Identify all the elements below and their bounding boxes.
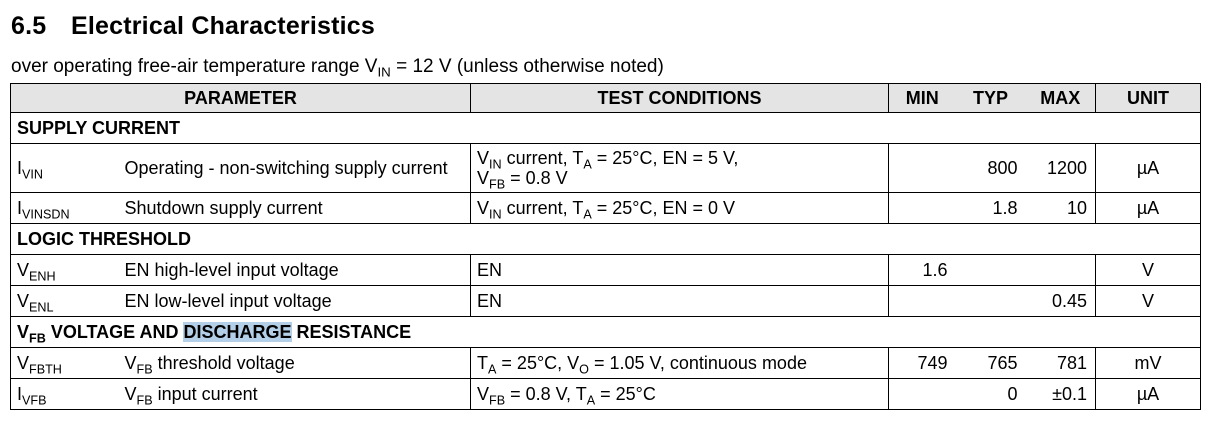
test-conditions: EN [471,255,889,286]
max-value: 0.45 [1026,286,1096,317]
section-row-logic-threshold [11,224,1201,255]
table-header-row [11,84,1201,113]
table-row [11,255,1201,286]
min-value [889,379,956,410]
parameter-symbol: $V_{ENL}$ [11,286,119,317]
test-conditions: EN [471,286,889,317]
max-value: 1200 [1026,144,1096,193]
parameter-description: Shutdown supply current [119,193,471,224]
unit-value: V [1096,255,1201,286]
max-value: ±0.1 [1026,379,1096,410]
section-number: 6.5 [11,12,47,40]
max-value [1026,255,1096,286]
parameter-description: EN high-level input voltage [119,255,471,286]
min-value [889,144,956,193]
parameter-description: EN low-level input voltage [119,286,471,317]
table-row [11,193,1201,224]
header-parameter: PARAMETER [11,84,471,113]
unit-value: V [1096,286,1201,317]
section-title: Electrical Characteristics [71,12,375,40]
electrical-characteristics-table [10,83,1201,410]
header-test-conditions: TEST CONDITIONS [471,84,889,113]
parameter-symbol: $I_{VIN}$ [11,144,119,193]
test-conditions: $V_{FB} = 0.8$ V, $T_A = 25^\circ C$ [471,379,889,410]
typ-value: 765 [956,348,1026,379]
header-min: MIN [889,84,956,113]
typ-value [956,255,1026,286]
section-label: $V_{FB}$ VOLTAGE AND DISCHARGE RESISTANCE [11,317,1201,348]
section-row-vfb-voltage [11,317,1201,348]
table-row [11,144,1201,193]
table-conditions-note: over operating free-air temperature range $V_{IN} = 12$ V (unless otherwise noted) [11,56,664,80]
max-value: 781 [1026,348,1096,379]
parameter-symbol: $V_{ENH}$ [11,255,119,286]
parameter-symbol: $I_{VINSDN}$ [11,193,119,224]
section-label: SUPPLY CURRENT [11,113,1201,144]
parameter-symbol: $I_{VFB}$ [11,379,119,410]
header-max: MAX [1026,84,1096,113]
max-value: 10 [1026,193,1096,224]
test-conditions: $T_A = 25^\circ C$, $V_O = 1.05$ V, continuous mode [471,348,889,379]
typ-value: 800 [956,144,1026,193]
unit-value: µA [1096,193,1201,224]
min-value: 1.6 [889,255,956,286]
typ-value: 0 [956,379,1026,410]
unit-value: µA [1096,144,1201,193]
typ-value [956,286,1026,317]
section-label: LOGIC THRESHOLD [11,224,1201,255]
table-row [11,286,1201,317]
header-typ: TYP [956,84,1026,113]
parameter-description: $V_{FB}$ input current [119,379,471,410]
section-row-supply-current [11,113,1201,144]
parameter-symbol: $V_{FBTH}$ [11,348,119,379]
parameter-description: Operating - non-switching supply current [119,144,471,193]
section-heading [11,12,375,41]
min-value [889,286,956,317]
min-value [889,193,956,224]
header-unit: UNIT [1096,84,1201,113]
unit-value: µA [1096,379,1201,410]
table-row [11,348,1201,379]
min-value: 749 [889,348,956,379]
typ-value: 1.8 [956,193,1026,224]
test-conditions: $V_{IN}$ current, $T_A = 25^\circ C$, EN = 5 V, $V_{FB} = 0.8$ V [471,144,889,193]
test-conditions: $V_{IN}$ current, $T_A = 25^\circ C$, EN = 0 V [471,193,889,224]
unit-value: mV [1096,348,1201,379]
table-row [11,379,1201,410]
selected-text-highlight: DISCHARGE [183,322,292,342]
parameter-description: $V_{FB}$ threshold voltage [119,348,471,379]
